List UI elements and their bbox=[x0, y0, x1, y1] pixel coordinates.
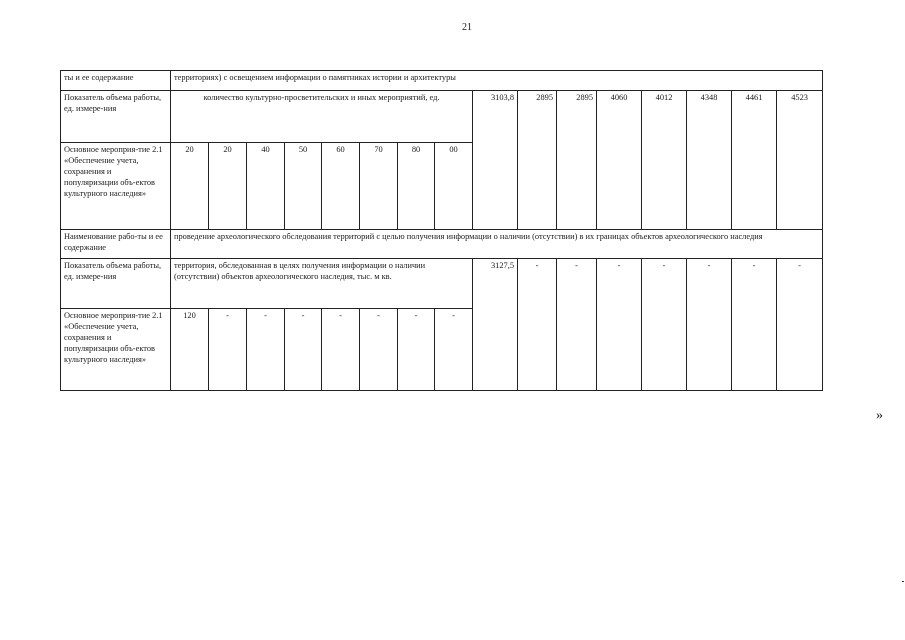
indicator-description: территория, обследованная в целях получения информации о наличии (отсутствии) объектов археологического наследия, тыс. м кв. bbox=[171, 259, 473, 309]
value-cell: 4060 bbox=[597, 91, 642, 230]
table-row bbox=[61, 71, 823, 91]
row-label: Показатель объема работы, ед. измере-ния bbox=[61, 91, 171, 143]
value-cell: - bbox=[777, 259, 823, 391]
indicator-description: количество культурно-просветительских и иных мероприятий, ед. bbox=[171, 91, 473, 143]
closing-quote-mark: » bbox=[876, 408, 883, 423]
value-cell: 120 bbox=[171, 309, 209, 391]
value-cell: - bbox=[597, 259, 642, 391]
page-number: 21 bbox=[462, 22, 472, 33]
value-cell: 00 bbox=[435, 143, 473, 230]
row-label: ты и ее содержание bbox=[61, 71, 171, 91]
value-cell: - bbox=[518, 259, 557, 391]
value-cell: - bbox=[322, 309, 360, 391]
table-row bbox=[61, 259, 823, 309]
row-label: Показатель объема работы, ед. измере-ния bbox=[61, 259, 171, 309]
value-cell: 40 bbox=[247, 143, 285, 230]
value-cell: 20 bbox=[171, 143, 209, 230]
value-cell: - bbox=[732, 259, 777, 391]
value-cell: - bbox=[557, 259, 597, 391]
value-cell: 4523 bbox=[777, 91, 823, 230]
value-cell: - bbox=[435, 309, 473, 391]
row-label: Наименование рабо-ты и ее содержание bbox=[61, 230, 171, 259]
value-cell: 3103,8 bbox=[473, 91, 518, 230]
value-cell: 4348 bbox=[687, 91, 732, 230]
value-cell: 2895 bbox=[557, 91, 597, 230]
value-cell: - bbox=[285, 309, 322, 391]
scan-speck bbox=[902, 581, 904, 582]
value-cell: 2895 bbox=[518, 91, 557, 230]
program-table bbox=[60, 70, 823, 391]
table-row bbox=[61, 91, 823, 143]
value-cell: - bbox=[209, 309, 247, 391]
value-cell: 60 bbox=[322, 143, 360, 230]
value-cell: 4012 bbox=[642, 91, 687, 230]
value-cell: 70 bbox=[360, 143, 398, 230]
value-cell: 3127,5 bbox=[473, 259, 518, 391]
row-label: Основное мероприя-тие 2.1 «Обеспечение учета, сохранения и популяризации объ-ектов культурного наследия» bbox=[61, 143, 171, 230]
value-cell: 4461 bbox=[732, 91, 777, 230]
value-cell: - bbox=[247, 309, 285, 391]
value-cell: - bbox=[398, 309, 435, 391]
table-row bbox=[61, 230, 823, 259]
work-content: проведение археологического обследования территорий с целью получения информации о наличии (отсутствии) в их границах объектов археологического наследия bbox=[171, 230, 823, 259]
value-cell: - bbox=[642, 259, 687, 391]
row-label: Основное мероприя-тие 2.1 «Обеспечение учета, сохранения и популяризации объ-ектов культурного наследия» bbox=[61, 309, 171, 391]
value-cell: 20 bbox=[209, 143, 247, 230]
value-cell: - bbox=[687, 259, 732, 391]
value-cell: 80 bbox=[398, 143, 435, 230]
work-content: территориях) с освещением информации о памятниках истории и архитектуры bbox=[171, 71, 823, 91]
value-cell: - bbox=[360, 309, 398, 391]
value-cell: 50 bbox=[285, 143, 322, 230]
